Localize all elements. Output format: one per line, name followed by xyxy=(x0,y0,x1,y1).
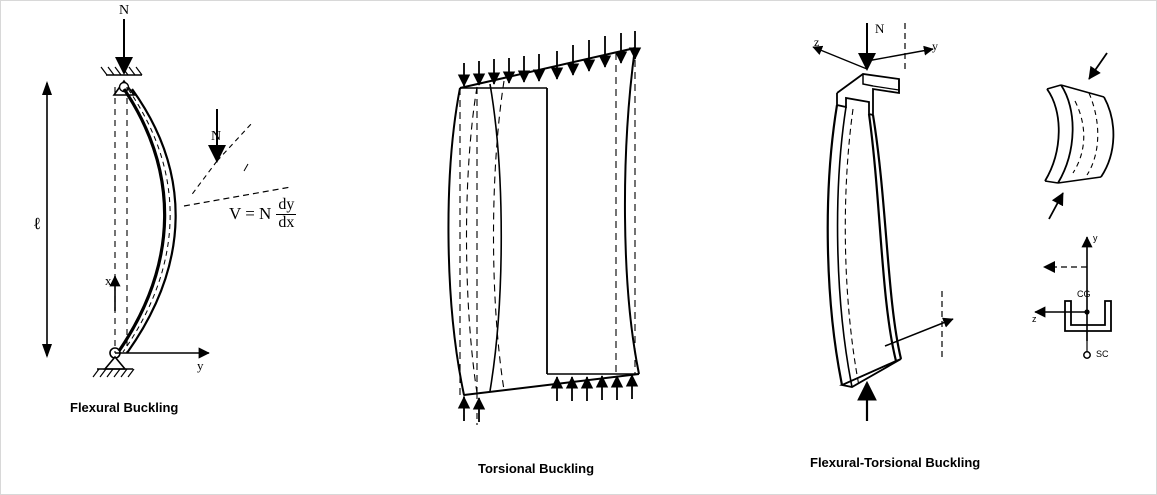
flexural-buckling-drawing xyxy=(1,1,1157,495)
section-z-axis-label: z xyxy=(1032,314,1037,324)
torsional-buckling-drawing xyxy=(448,31,639,425)
caption-torsional-buckling: Torsional Buckling xyxy=(478,461,595,476)
top-load-arrows xyxy=(464,31,635,86)
shear-centre-label: SC xyxy=(1096,349,1109,359)
shear-formula xyxy=(229,197,296,232)
shear-load-label: N xyxy=(211,129,222,144)
flexural-axial-load-label: N xyxy=(119,3,130,18)
x-axis-label: x xyxy=(105,273,112,288)
cross-section-axes xyxy=(1035,237,1111,358)
shear-formula-numerator: dy xyxy=(278,196,295,213)
caption-flexural-torsional-buckling: Flexural-Torsional Buckling xyxy=(810,455,981,470)
shear-formula-denominator: dx xyxy=(278,213,295,231)
top-support xyxy=(101,67,142,95)
shear-formula-fraction xyxy=(276,197,296,232)
section-y-axis-label: y xyxy=(1093,233,1098,243)
length-label: ℓ xyxy=(33,214,42,233)
length-dimension xyxy=(42,81,52,358)
centroid-label: CG xyxy=(1077,289,1091,299)
ft-z-axis-label: z xyxy=(814,35,820,49)
flexural-torsional-buckling-drawing xyxy=(813,23,953,421)
caption-flexural-buckling: Flexural Buckling xyxy=(70,400,179,415)
ft-axial-load-label: N xyxy=(875,21,885,36)
shear-construction xyxy=(184,109,291,206)
y-axis-label: y xyxy=(197,358,204,373)
undeformed-axis xyxy=(115,87,127,353)
deformed-plate-detail xyxy=(1045,53,1113,219)
ft-y-axis-label: y xyxy=(932,39,938,53)
bottom-load-arrows xyxy=(464,375,632,422)
shear-formula-lhs: V = N xyxy=(229,204,272,224)
